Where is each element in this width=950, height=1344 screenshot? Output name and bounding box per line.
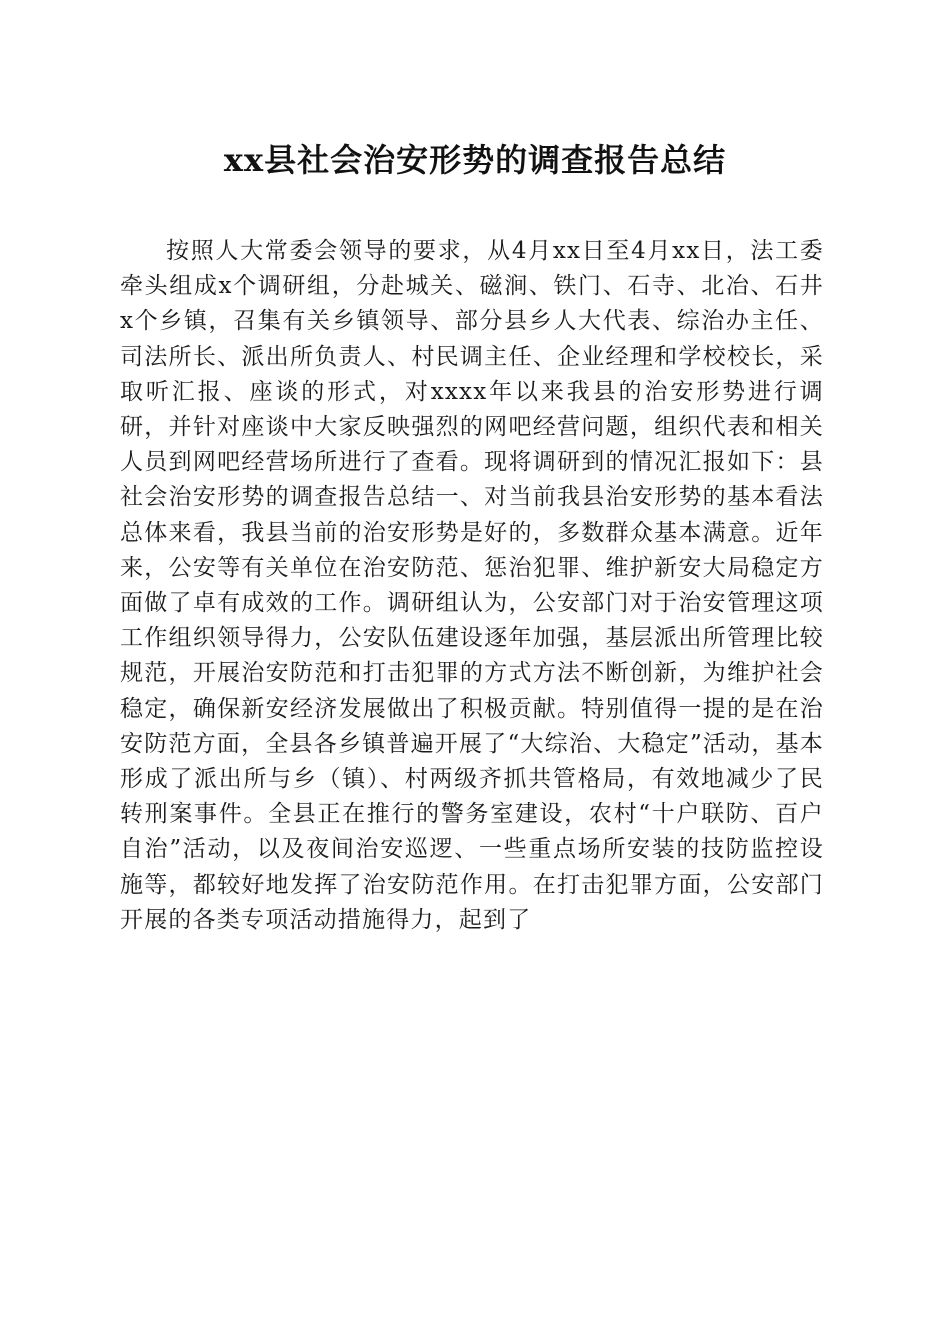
document-title: xx县社会治安形势的调查报告总结 (223, 141, 727, 179)
body-paragraph: 按照人大常委会领导的要求，从4月xx日至4月xx日，法工委牵头组成x个调研组，分赴城关、磁涧、铁门、石寺、北冶、石井x个乡镇，召集有关乡镇领导、部分县乡人大代表、综治办主任、司法所长、派出所负责人、村民调主任、企业经理和学校校长，采取听汇报、座谈的形式，对xxxx年以来我县的治安形势进行调研，并针对座谈中大家反映强烈的网吧经营问题，组织代表和相关人员到网吧经营场所进行了查看。现将调研到的情况汇报如下：县社会治安形势的调查报告总结一、对当前我县治安形势的基本看法总体来看，我县当前的治安形势是好的，多数群众基本满意。近年来，公安等有关单位在治安防范、惩治犯罪、维护新安大局稳定方面做了卓有成效的工作。调研组认为，公安部门对于治安管理这项工作组织领导得力，公安队伍建设逐年加强，基层派出所管理比较规范，开展治安防范和打击犯罪的方式方法不断创新，为维护社会稳定，确保新安经济发展做出了积极贡献。特别值得一提的是在治安防范方面，全县各乡镇普遍开展了“大综治、大稳定”活动，基本形成了派出所与乡（镇）、村两级齐抓共管格局，有效地减少了民转刑案事件。全县正在推行的警务室建设，农村“十户联防、百户自治”活动，以及夜间治安巡逻、一些重点场所安装的技防监控设施等，都较好地发挥了治安防范作用。在打击犯罪方面，公安部门开展的各类专项活动措施得力，起到了 (120, 238, 824, 933)
